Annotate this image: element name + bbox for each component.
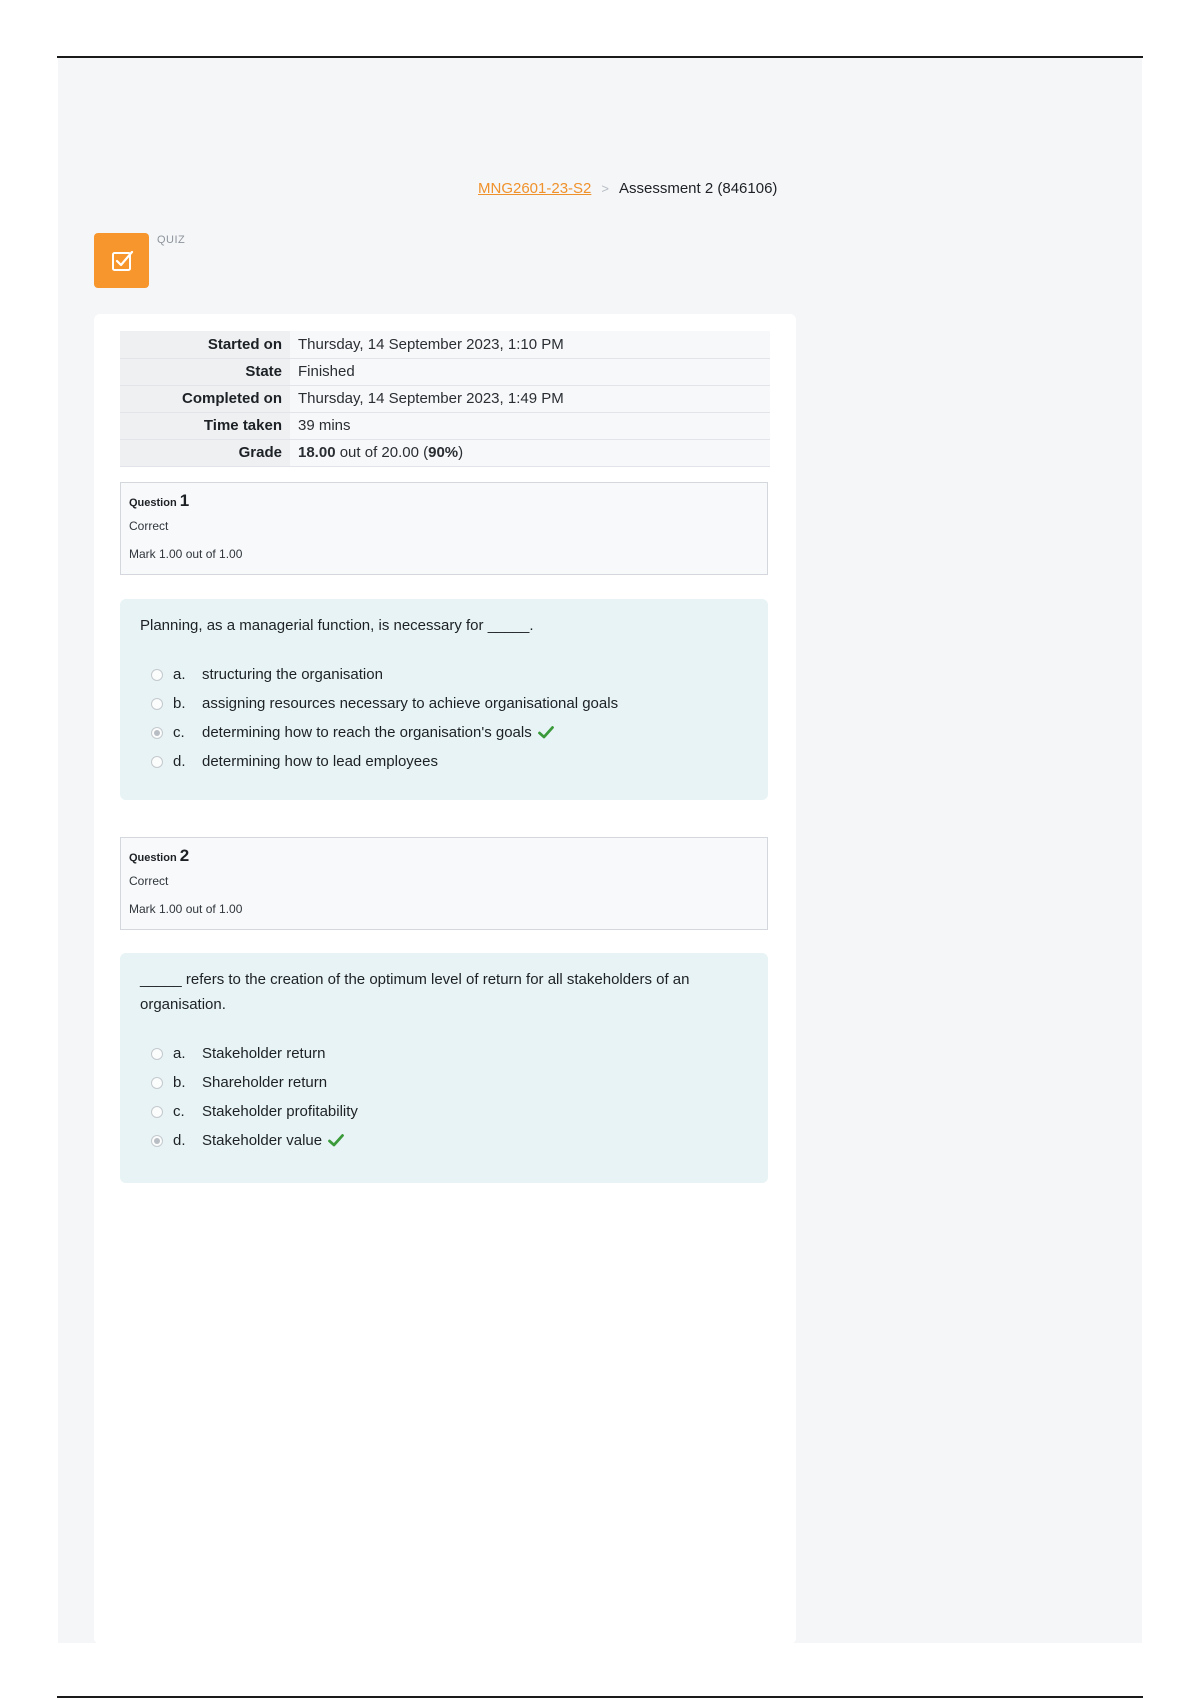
question-text: Planning, as a managerial function, is necessary for _____.: [140, 617, 534, 634]
answer-option[interactable]: [140, 689, 748, 718]
answer-text: structuring the organisation: [202, 666, 383, 683]
answer-letter: b.: [173, 1074, 186, 1091]
answer-list: [140, 1039, 748, 1155]
state-value: Finished: [290, 358, 770, 385]
correct-check-icon: [538, 726, 554, 739]
answer-radio[interactable]: [151, 1048, 163, 1060]
question-state: Correct: [129, 519, 169, 533]
answer-text: determining how to reach the organisation's goals: [202, 724, 532, 741]
summary-row-state: [120, 358, 770, 385]
question-number-value: 2: [179, 846, 190, 865]
answer-radio[interactable]: [151, 756, 163, 768]
page-area: [58, 58, 1142, 1643]
question-label: Question: [129, 852, 177, 864]
answer-option-selected[interactable]: [140, 1126, 748, 1155]
answer-letter: a.: [173, 666, 186, 683]
question-mark: Mark 1.00 out of 1.00: [129, 902, 243, 916]
question-number-value: 1: [179, 491, 190, 510]
question-label: Question: [129, 497, 177, 509]
question-number: [129, 491, 759, 511]
answer-option[interactable]: [140, 1068, 748, 1097]
answer-letter: c.: [173, 1103, 185, 1120]
module-type-label: QUIZ: [157, 234, 186, 246]
question-number: [129, 846, 759, 866]
completed-value: Thursday, 14 September 2023, 1:49 PM: [290, 385, 770, 412]
answer-text: Stakeholder value: [202, 1132, 323, 1149]
answer-option[interactable]: [140, 1039, 748, 1068]
answer-option[interactable]: [140, 660, 748, 689]
answer-radio-selected[interactable]: [151, 727, 163, 739]
summary-row-completed: [120, 385, 770, 412]
answer-radio[interactable]: [151, 698, 163, 710]
started-value: Thursday, 14 September 2023, 1:10 PM: [290, 331, 770, 358]
question-1-body: [120, 599, 768, 800]
completed-label: Completed on: [120, 385, 290, 412]
answer-radio[interactable]: [151, 1106, 163, 1118]
answer-letter: d.: [173, 753, 186, 770]
answer-radio-selected[interactable]: [151, 1135, 163, 1147]
question-2-info: [120, 837, 768, 930]
quiz-checkbox-icon: [94, 233, 149, 288]
breadcrumb-course-link[interactable]: MNG2601-23-S2: [478, 180, 592, 197]
grade-value: [290, 439, 770, 466]
attempt-summary-table: [120, 331, 770, 467]
summary-row-time: [120, 412, 770, 439]
question-1-info: [120, 482, 768, 575]
grade-label: Grade: [120, 439, 290, 466]
answer-option[interactable]: [140, 1097, 748, 1126]
question-text: _____ refers to the creation of the optimum level of return for all stakeholders of an organisation.: [140, 971, 690, 1013]
answer-letter: c.: [173, 724, 185, 741]
answer-text: determining how to lead employees: [202, 753, 438, 770]
question-2-body: [120, 953, 768, 1183]
time-taken-value: 39 mins: [290, 412, 770, 439]
answer-text: Stakeholder profitability: [202, 1103, 358, 1120]
answer-option[interactable]: [140, 747, 748, 776]
correct-check-icon: [328, 1134, 344, 1147]
question-state: Correct: [129, 874, 169, 888]
quiz-review-card: [94, 314, 796, 1644]
grade-end: ): [458, 444, 464, 461]
summary-row-grade: [120, 439, 770, 466]
answer-letter: d.: [173, 1132, 186, 1149]
answer-option-selected[interactable]: [140, 718, 748, 747]
breadcrumb: [478, 180, 777, 197]
started-label: Started on: [120, 331, 290, 358]
state-label: State: [120, 358, 290, 385]
answer-letter: a.: [173, 1045, 186, 1062]
answer-radio[interactable]: [151, 1077, 163, 1089]
answer-list: [140, 660, 748, 776]
answer-radio[interactable]: [151, 669, 163, 681]
grade-score: 18.00: [298, 444, 336, 461]
grade-mid: out of 20.00 (: [335, 444, 429, 461]
answer-text: Shareholder return: [202, 1074, 328, 1091]
bottom-rule: [57, 1696, 1143, 1698]
breadcrumb-separator: >: [601, 181, 609, 196]
question-mark: Mark 1.00 out of 1.00: [129, 547, 243, 561]
summary-row-started: [120, 331, 770, 358]
answer-text: Stakeholder return: [202, 1045, 326, 1062]
answer-letter: b.: [173, 695, 186, 712]
breadcrumb-current: Assessment 2 (846106): [618, 180, 778, 197]
answer-text: assigning resources necessary to achieve organisational goals: [202, 695, 619, 712]
grade-percent: 90%: [428, 444, 459, 461]
time-taken-label: Time taken: [120, 412, 290, 439]
